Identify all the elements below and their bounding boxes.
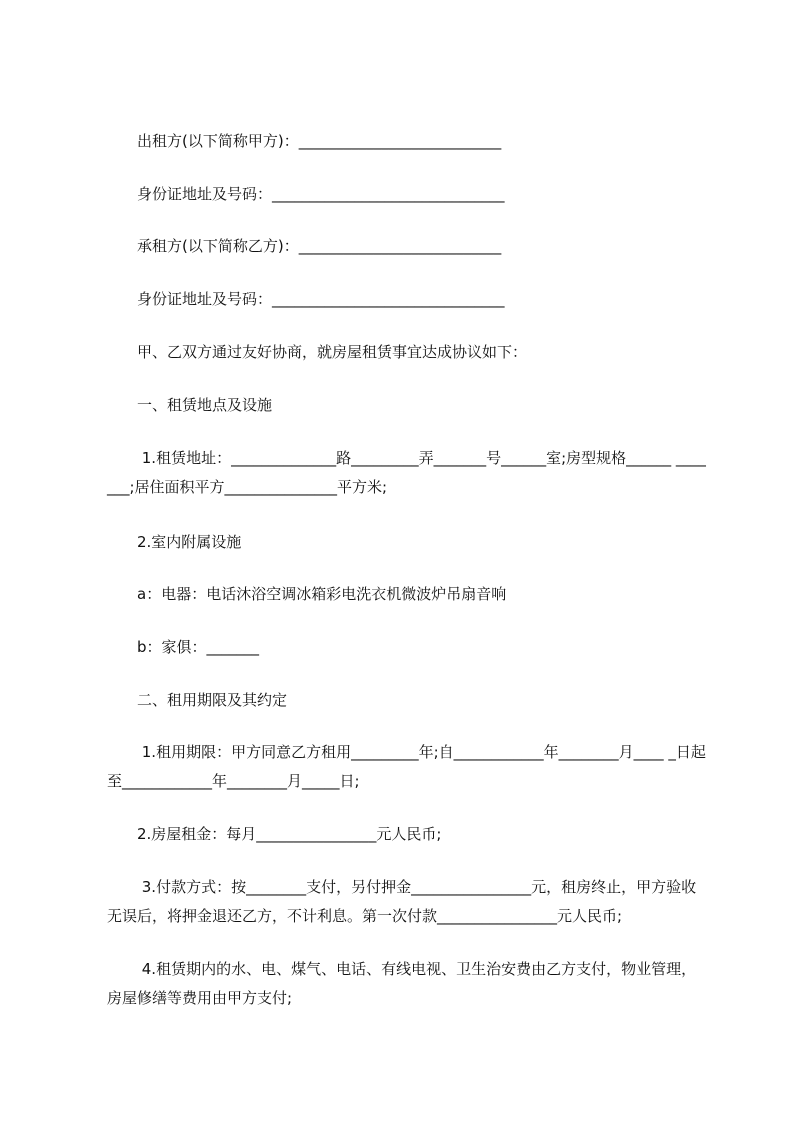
clause-2-4: [107, 955, 707, 1013]
paragraph-text: 一、租赁地点及设施: [107, 396, 273, 414]
clause-1-2a: [107, 580, 707, 609]
paragraph-text: 1.租赁地址：______________路_________弄_______号______室;房型规格______ _______;居住面积平方_______________平方米;: [107, 449, 706, 496]
paragraph-text: 身份证地址及号码：_______________________________: [107, 185, 505, 203]
paragraph-text: 3.付款方式：按________支付，另付押金________________元，租房终止，甲方验收无误后，将押金退还乙方，不计利息。第一次付款________________元人民币;: [107, 878, 697, 925]
clause-1-2: [107, 528, 707, 557]
paragraph-text: a：电器：电话沐浴空调冰箱彩电洗衣机微波炉吊扇音响: [107, 585, 507, 603]
section-heading-1: [107, 391, 707, 420]
paragraph-text: 出租方(以下简称甲方)：___________________________: [107, 132, 502, 150]
intro-paragraph: [107, 338, 707, 367]
clause-1-1: [107, 444, 707, 502]
clause-1-2b: [107, 633, 707, 662]
lessor-line: [107, 127, 707, 156]
paragraph-text: 身份证地址及号码：_______________________________: [107, 290, 505, 308]
clause-2-1: [107, 738, 707, 796]
paragraph-text: 2.房屋租金：每月________________元人民币;: [107, 825, 442, 843]
paragraph-text: 承租方(以下简称乙方)：___________________________: [107, 237, 502, 255]
paragraph-text: 1.租用期限：甲方同意乙方租用_________年;自____________年________月____ _日起至____________年________月_____日;: [107, 743, 706, 790]
lessee-line: [107, 232, 707, 261]
paragraph-text: 2.室内附属设施: [107, 533, 242, 551]
paragraph-text: 甲、乙双方通过友好协商，就房屋租赁事宜达成协议如下：: [107, 343, 528, 361]
lessee-id-line: [107, 285, 707, 314]
clause-2-3: [107, 873, 707, 931]
section-heading-2: [107, 686, 707, 715]
paragraph-text: b：家俱：_______: [107, 638, 260, 656]
clause-2-2: [107, 820, 707, 849]
paragraph-text: 二、租用期限及其约定: [107, 691, 288, 709]
paragraph-text: 4.租赁期内的水、电、煤气、电话、有线电视、卫生治安费由乙方支付，物业管理，房屋修缮等费用由甲方支付;: [107, 960, 697, 1007]
lessor-id-line: [107, 180, 707, 209]
